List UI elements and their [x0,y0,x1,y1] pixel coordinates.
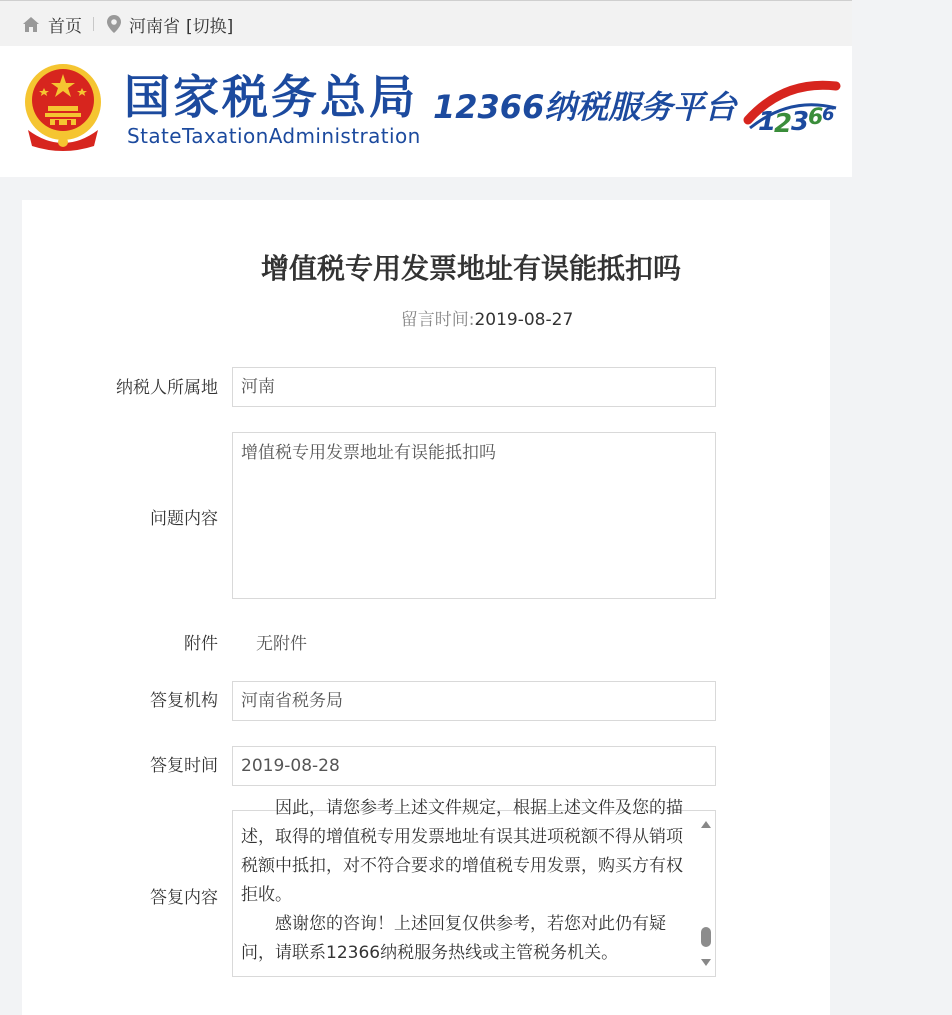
taxpayer-location-label: 纳税人所属地 [116,378,218,398]
top-bar [0,0,852,46]
svg-text:1: 1 [758,107,777,137]
page-title: 增值税专用发票地址有误能抵扣吗 [260,252,681,285]
posted-time [22,308,952,332]
location-label: 河南省 [129,16,180,37]
reply-content-label: 答复内容 [150,888,218,908]
reply-scrollbar[interactable] [697,811,715,976]
scroll-up-arrow-icon[interactable] [701,821,711,828]
question-content-label: 问题内容 [150,509,218,529]
location-selector [107,13,233,35]
taxpayer-location-field: 河南 [232,367,716,407]
home-label: 首页 [48,16,82,37]
reply-content-box[interactable] [232,798,716,977]
svg-text:6: 6 [822,104,835,125]
attachment-label: 附件 [184,634,218,654]
switch-location-link[interactable]: [切换] [186,16,234,37]
platform-name: 12366纳税服务平台 [433,88,737,126]
brand-name-cn: 国家税务总局 [124,70,418,124]
brand-name-en: StateTaxationAdministration [127,124,421,148]
reply-paragraph: 感谢您的咨询！上述回复仅供参考，若您对此仍有疑问，请联系12366纳税服务热线或主管税务机关。 [241,914,666,963]
attachment-value: 无附件 [256,634,307,654]
site-header [0,46,852,177]
svg-text:2: 2 [774,109,793,139]
12366-logo-icon [744,74,840,142]
posted-time-label: 留言时间: [400,310,475,330]
reply-paragraph: 因此，请您参考上述文件规定，根据上述文件及您的描述，取得的增值税专用发票地址有误其进项税额不得从销项税额中抵扣，对不符合要求的增值税专用发票，购买方有权拒收。 [241,798,683,905]
home-link[interactable] [22,13,82,35]
question-detail-card [22,200,830,1015]
reply-agency-field: 河南省税务局 [232,681,716,721]
posted-time-value: 2019-08-27 [474,310,574,330]
divider [93,17,94,31]
scroll-thumb[interactable] [701,927,711,947]
svg-text:3: 3 [791,107,810,137]
reply-agency-label: 答复机构 [150,691,218,711]
national-emblem-icon [22,60,104,152]
svg-text:6: 6 [808,105,824,130]
reply-time-field: 2019-08-28 [232,746,716,786]
scroll-down-arrow-icon[interactable] [701,959,711,966]
question-content-field: 增值税专用发票地址有误能抵扣吗 [232,432,716,599]
reply-time-label: 答复时间 [150,756,218,776]
location-pin-icon [107,15,121,33]
home-icon [22,16,40,33]
reply-content-text [241,794,693,968]
